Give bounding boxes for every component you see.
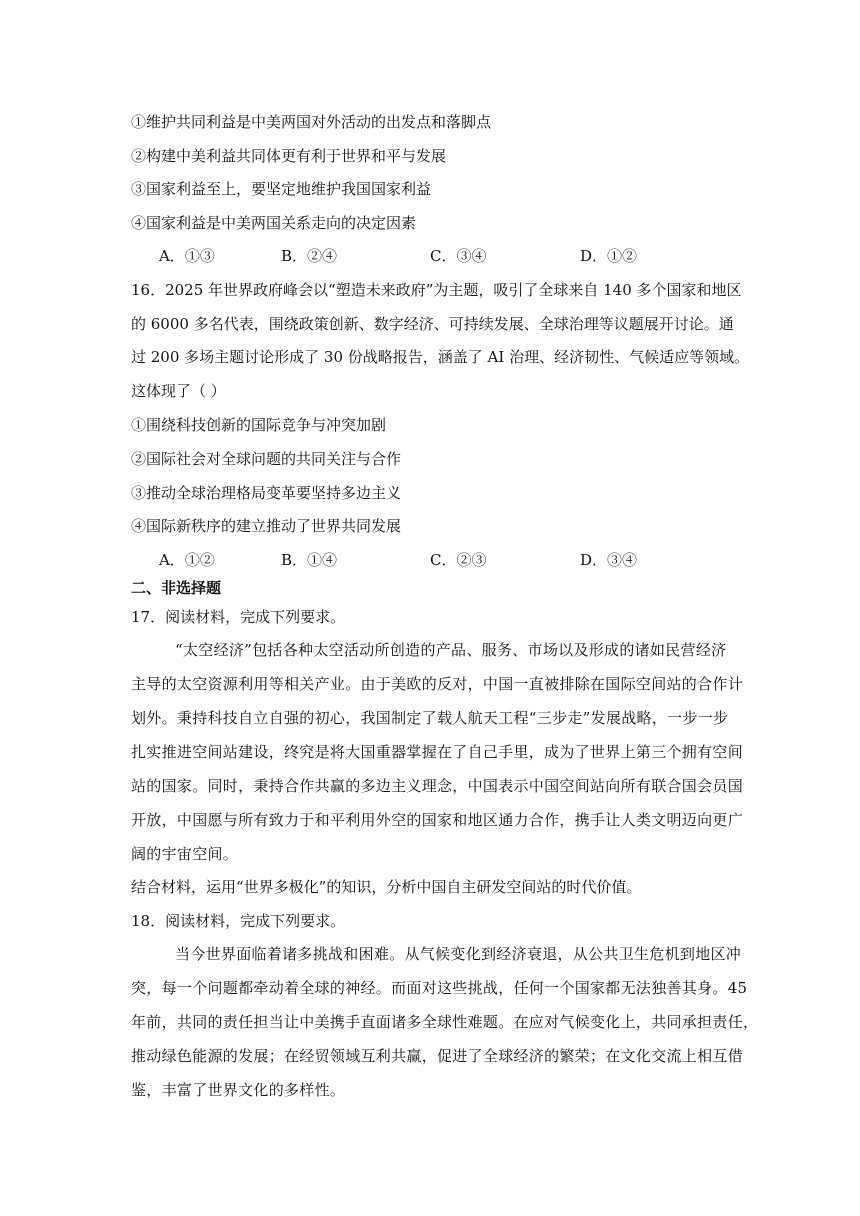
- q17-intro: 17．阅读材料，完成下列要求。: [131, 608, 346, 626]
- q17-task: 结合材料，运用“世界多极化”的知识，分析中国自主研发空间站的时代价值。: [131, 878, 642, 896]
- q18-material-line-3: 年前，共同的责任担当让中美携手直面诸多全球性难题。在应对气候变化上，共同承担责任，: [131, 1013, 759, 1031]
- section-heading: 二、非选择题: [131, 579, 222, 597]
- q16-option-c: C．②③: [430, 551, 487, 569]
- q16-stem-line-2: 的 6000 多名代表，围绕政策创新、数字经济、可持续发展、全球治理等议题展开讨论。通: [131, 315, 734, 333]
- q15-item-1: ①维护共同利益是中美两国对外活动的出发点和落脚点: [131, 113, 492, 131]
- q18-material-line-5: 鉴，丰富了世界文化的多样性。: [131, 1081, 346, 1099]
- q17-material-line-6: 开放，中国愿与所有致力于和平利用外空的国家和地区通力合作，携手让人类文明迈向更广: [131, 811, 744, 829]
- q16-option-b: B．①④: [281, 551, 338, 569]
- q15-option-a: A．①③: [159, 247, 215, 265]
- q16-option-a: A．①②: [159, 551, 215, 569]
- q18-material-line-1: 当今世界面临着诸多挑战和困难。从气候变化到经济衰退，从公共卫生危机到地区冲: [175, 945, 742, 963]
- q18-material-line-4: 推动绿色能源的发展；在经贸领域互利共赢，促进了全球经济的繁荣；在文化交流上相互借: [131, 1047, 744, 1065]
- q15-option-d: D．①②: [580, 247, 638, 265]
- q16-item-1: ①围绕科技创新的国际竞争与冲突加剧: [131, 416, 387, 434]
- q17-material-line-4: 扎实推进空间站建设，终究是将大国重器掌握在了自己手里，成为了世界上第三个拥有空间: [131, 743, 744, 761]
- q17-material-line-1: “太空经济”包括各种太空活动所创造的产品、服务、市场以及形成的诸如民营经济: [175, 641, 727, 659]
- q17-material-line-2: 主导的太空资源利用等相关产业。由于美欧的反对，中国一直被排除在国际空间站的合作计: [131, 675, 744, 693]
- q16-stem-line-1: 16．2025 年世界政府峰会以“塑造未来政府”为主题，吸引了全球来自 140 多个国家和地区: [131, 281, 742, 299]
- q17-material-line-7: 阔的宇宙空间。: [131, 845, 239, 863]
- q17-material-line-5: 站的国家。同时，秉持合作共赢的多边主义理念，中国表示中国空间站向所有联合国会员国: [131, 777, 744, 795]
- q16-item-4: ④国际新秩序的建立推动了世界共同发展: [131, 517, 402, 535]
- q16-stem-line-4: 这体现了（ ）: [131, 382, 226, 400]
- q16-stem-line-3: 过 200 多场主题讨论形成了 30 份战略报告，涵盖了 AI 治理、经济韧性、气候适应等领域。: [131, 348, 750, 366]
- q18-intro: 18．阅读材料，完成下列要求。: [131, 912, 346, 930]
- q15-option-b: B．②④: [281, 247, 338, 265]
- q18-material-line-2: 突，每一个问题都牵动着全球的神经。而面对这些挑战，任何一个国家都无法独善其身。45: [131, 979, 748, 997]
- q15-option-c: C．③④: [430, 247, 487, 265]
- q15-item-4: ④国家利益是中美两国关系走向的决定因素: [131, 214, 417, 232]
- q16-item-2: ②国际社会对全球问题的共同关注与合作: [131, 450, 402, 468]
- q16-item-3: ③推动全球治理格局变革要坚持多边主义: [131, 484, 402, 502]
- q15-item-2: ②构建中美利益共同体更有利于世界和平与发展: [131, 147, 447, 165]
- q15-item-3: ③国家利益至上，要坚定地维护我国国家利益: [131, 180, 432, 198]
- q16-option-d: D．③④: [580, 551, 638, 569]
- q17-material-line-3: 划外。秉持科技自立自强的初心，我国制定了载人航天工程“三步走”发展战略，一步一步: [131, 709, 729, 727]
